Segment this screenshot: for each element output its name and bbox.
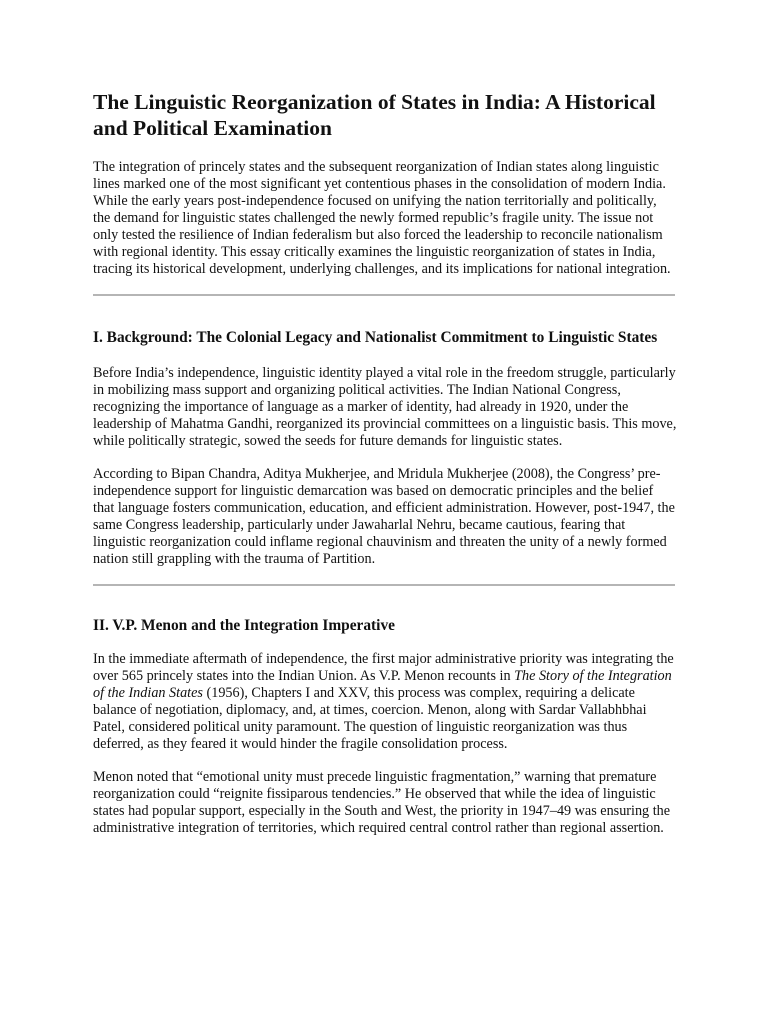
spacer — [93, 348, 677, 365]
section-heading-1: I. Background: The Colonial Legacy and Nationalist Commitment to Linguistic States — [93, 329, 658, 346]
section-heading-2: II. V.P. Menon and the Integration Imperative — [93, 616, 395, 634]
paragraph-text: In the immediate aftermath of independence, the first major administrative priority was integrating the over 565 princely states into the Indian Union. As V.P. Menon recounts in — [93, 651, 674, 684]
spacer — [93, 635, 677, 651]
spacer — [93, 450, 677, 466]
document-page — [93, 89, 677, 837]
spacer — [93, 586, 677, 617]
section-1-paragraph-2: According to Bipan Chandra, Aditya Mukherjee, and Mridula Mukherjee (2008), the Congress’ pre-independence support for linguistic demarcation was based on democratic principles and the belief that language fosters communication, education, and efficient administration. However, post-1947, the same Congress leadership, particularly under Jawaharlal Nehru, became cautious, fearing that linguistic reorganization could inflame regional chauvinism and threaten the unity of a newly formed nation still grappling with the trauma of Partition. — [93, 465, 675, 567]
section-2-paragraph-2: Menon noted that “emotional unity must precede linguistic fragmentation,” warning that premature reorganization could “reignite fissiparous tendencies.” He observed that while the idea of linguistic states had popular support, especially in the South and West, the priority in 1947–49 was ensuring the administrative integration of territories, which required central control rather than regional assertion. — [93, 769, 671, 836]
spacer — [93, 296, 677, 329]
paragraph-text: (1956), Chapters I and XXV, this process was complex, requiring a delicate balance of negotiation, diplomacy, and, at times, coercion. Menon, along with Sardar Vallabhbhai Patel, considered political unity paramount. The question of linguistic reorganization was thus deferred, as they feared it would hinder the fragile consolidation process. — [93, 685, 647, 752]
intro-paragraph: The integration of princely states and the subsequent reorganization of Indian states along linguistic lines marked one of the most significant yet contentious phases in the consolidation of modern India. While the early years post-independence focused on unifying the nation territorially and politically, the demand for linguistic states challenged the newly formed republic’s fragile unity. The issue not only tested the resilience of Indian federalism but also forced the leadership to reconcile nationalism with regional identity. This essay critically examines the linguistic reorganization of states in India, tracing its historical development, underlying challenges, and its implications for national integration. — [93, 159, 671, 277]
spacer — [93, 278, 677, 294]
book-title: The Story of the Integration of the Indian States — [93, 668, 672, 701]
section-2-paragraph-1 — [93, 651, 677, 753]
spacer — [93, 753, 677, 769]
spacer — [93, 568, 677, 584]
section-1-paragraph-1: Before India’s independence, linguistic identity played a vital role in the freedom struggle, particularly in mobilizing mass support and organizing political activities. The Indian National Congress, recognizing the importance of language as a marker of identity, had already in 1920, under the leadership of Mahatma Gandhi, reorganized its provincial committees on a linguistic basis. This move, while politically strategic, sowed the seeds for future demands for linguistic states. — [93, 364, 677, 449]
document-title: The Linguistic Reorganization of States in India: A Historical and Political Examination — [93, 90, 656, 140]
